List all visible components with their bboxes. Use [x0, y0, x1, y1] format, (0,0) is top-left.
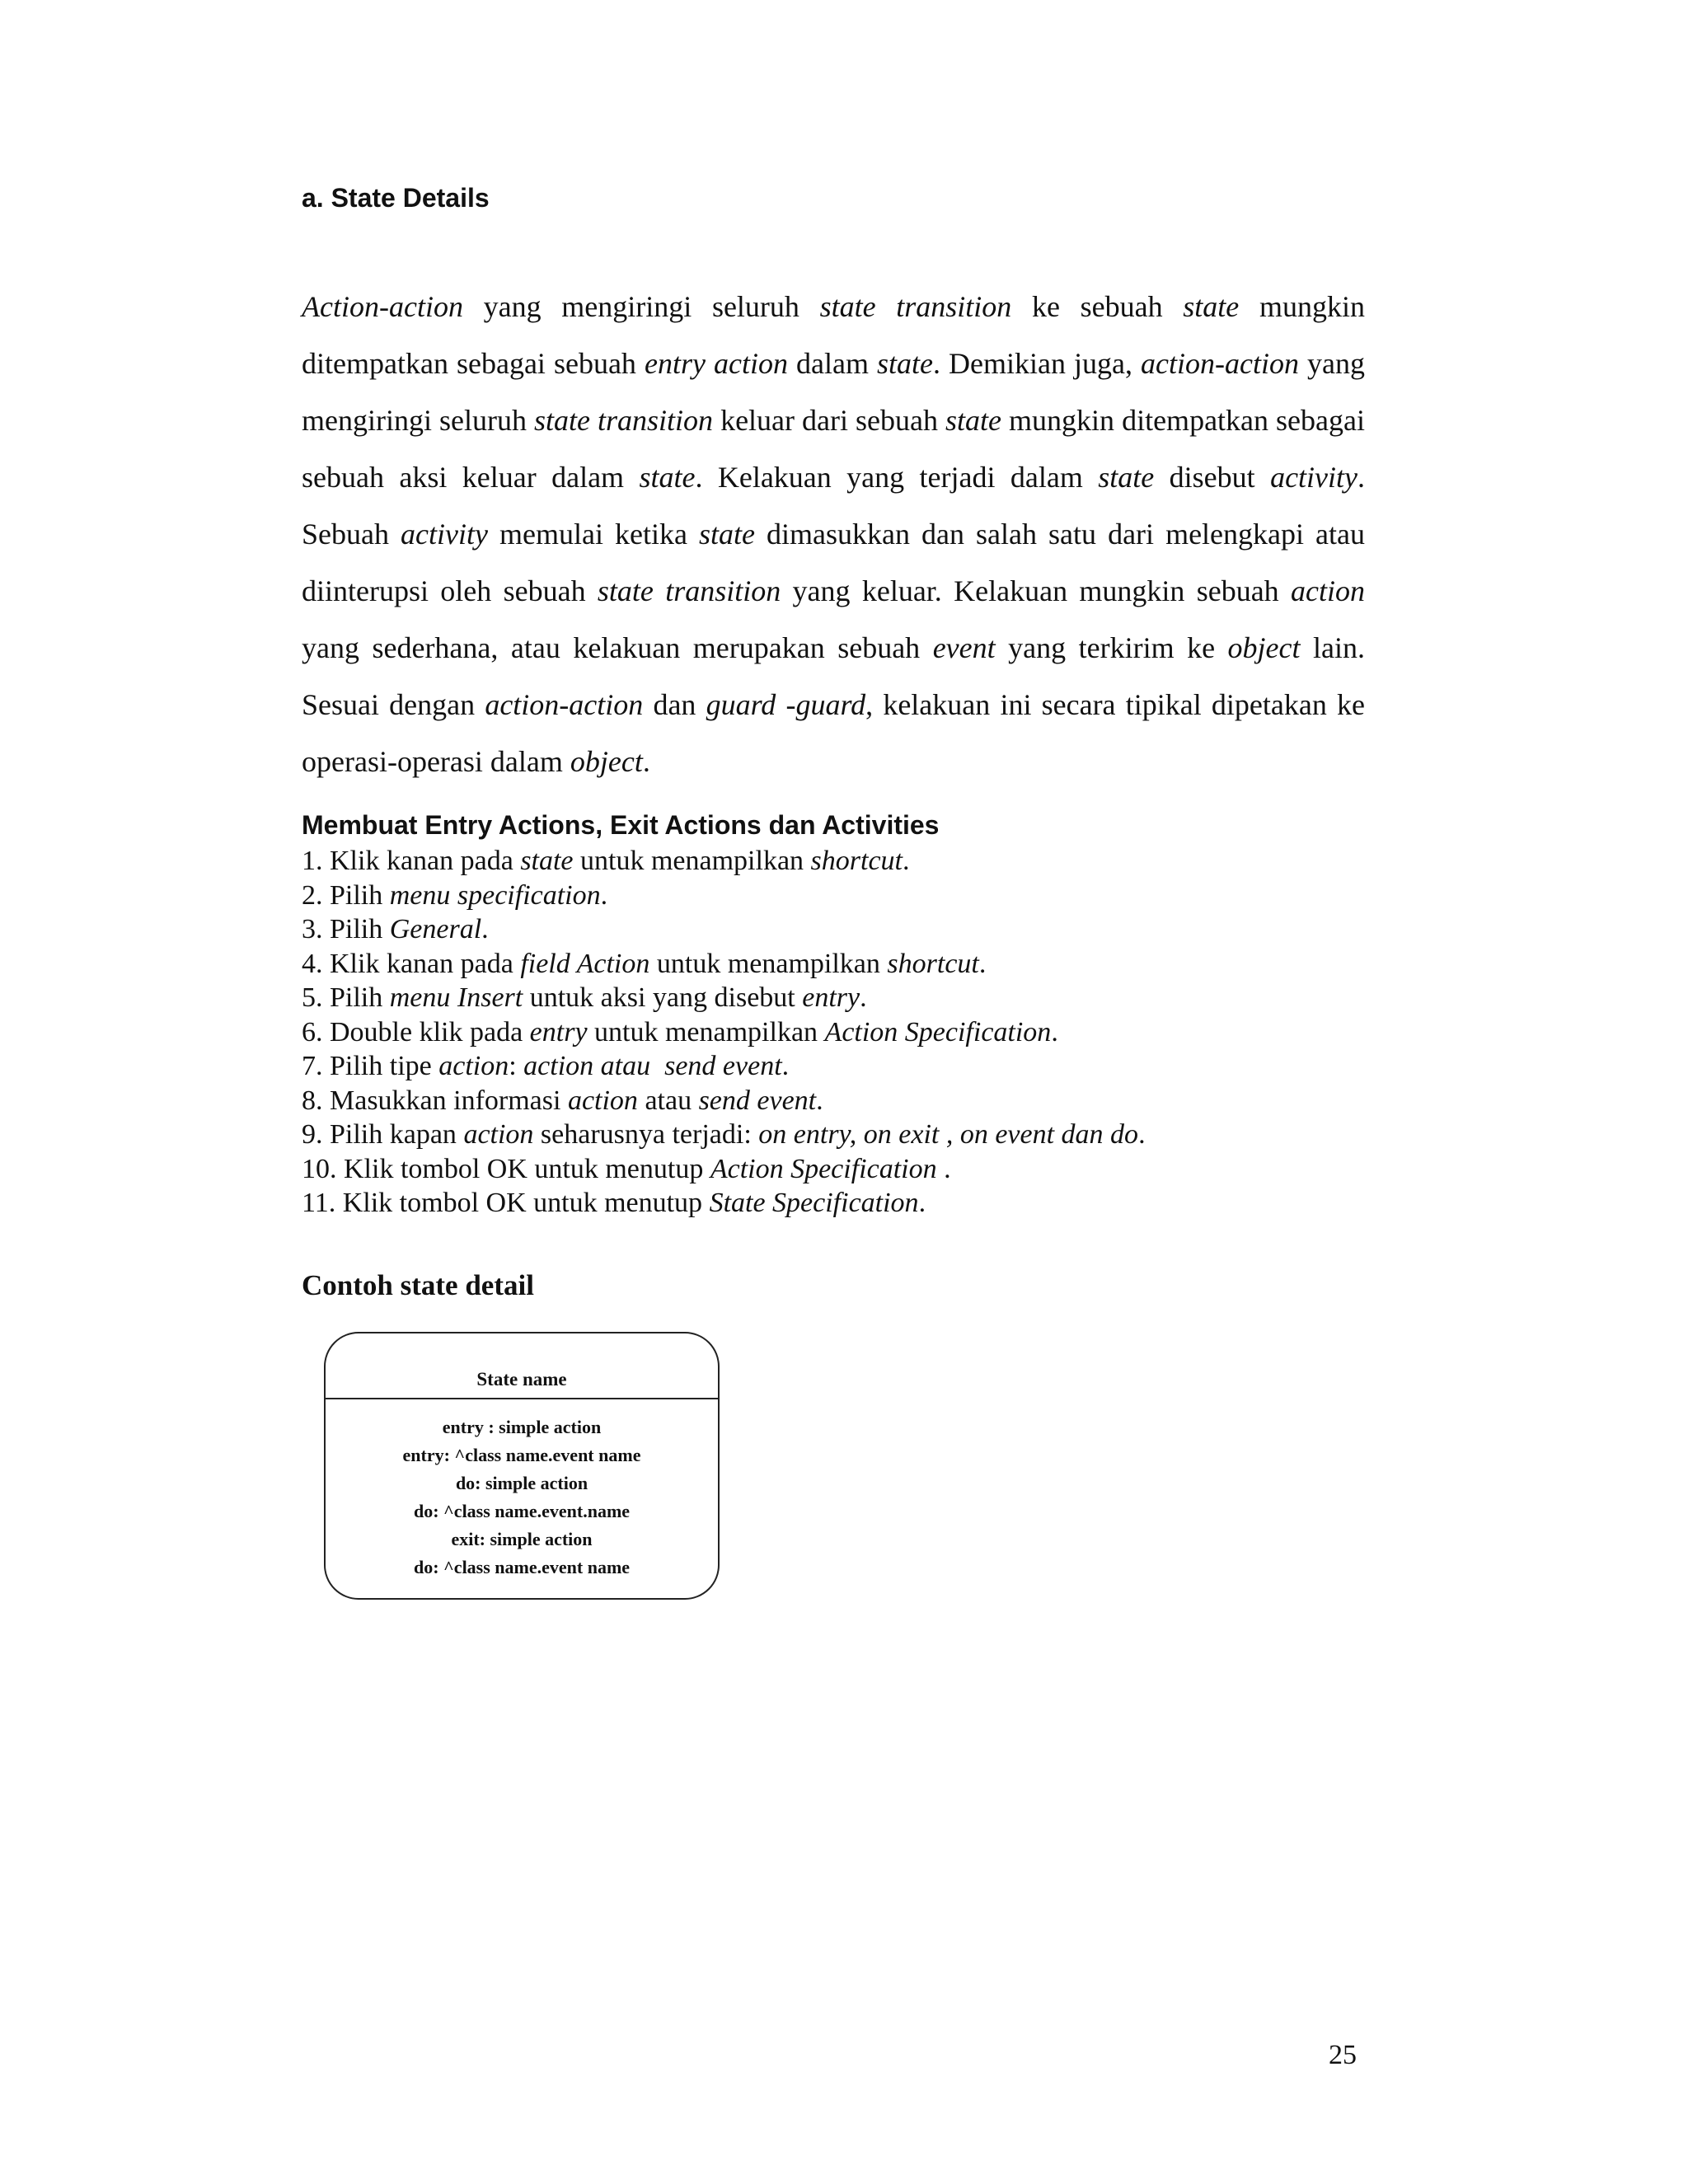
list-item	[302, 1015, 1146, 1050]
italic-text: state	[699, 518, 755, 551]
text-run: untuk menampilkan	[649, 948, 888, 979]
list-item	[302, 1084, 1146, 1118]
italic-text: action-action	[1141, 347, 1299, 380]
example-heading: Contoh state detail	[302, 1269, 534, 1301]
state-action: do: ^class name.event name	[413, 1557, 631, 1577]
text-run: .	[481, 914, 489, 944]
text-run: .	[600, 879, 608, 911]
list-item	[302, 1152, 1146, 1187]
text-run: yang terkirim ke	[995, 631, 1228, 664]
text-run: . Kelakuan yang terjadi dalam	[695, 461, 1099, 494]
text-run: lain. Sesuai dengan	[302, 631, 1365, 721]
italic-text: state transition	[597, 574, 781, 607]
italic-text: entry	[802, 982, 860, 1013]
text-run: untuk aksi yang disebut	[523, 982, 803, 1013]
text-run: yang sederhana, atau kelakuan merupakan sebuah	[302, 631, 933, 664]
body-paragraph	[302, 279, 1365, 790]
text-run: yang keluar. Kelakuan mungkin sebuah	[781, 574, 1291, 607]
italic-text: menu specification	[389, 879, 601, 911]
text-run: 10. Klik tombol OK untuk menutup	[302, 1153, 710, 1184]
italic-text: State Specification	[709, 1188, 919, 1218]
text-run: seharusnya terjadi:	[533, 1119, 759, 1150]
italic-text: action atau send event	[523, 1051, 782, 1081]
text-run: 11. Klik tombol OK untuk menutup	[302, 1188, 710, 1218]
text-run: .	[642, 745, 650, 778]
italic-text: state	[1098, 461, 1155, 494]
text-run: .	[903, 846, 910, 876]
state-action: do: ^class name.event.name	[413, 1501, 631, 1521]
list-item	[302, 947, 1146, 982]
text-run: 8. Masukkan informasi	[302, 1085, 568, 1116]
italic-text: action	[567, 1085, 638, 1116]
text-run: atau	[637, 1085, 699, 1116]
list-item	[302, 1049, 1146, 1084]
text-run: dimasukkan dan salah satu dari melengkapi atau diinterupsi oleh sebuah	[302, 518, 1365, 607]
italic-text: entry	[529, 1016, 588, 1047]
italic-text: activity	[1270, 461, 1358, 494]
italic-text: action	[463, 1119, 534, 1150]
italic-text: entry action	[644, 347, 788, 380]
text-run: untuk menampilkan	[587, 1016, 825, 1047]
text-run: .	[936, 1153, 951, 1184]
text-run: mungkin ditempatkan sebagai sebuah aksi keluar dalam	[302, 404, 1365, 494]
italic-text: shortcut	[810, 846, 903, 876]
italic-text: send event	[698, 1085, 817, 1116]
state-action: exit: simple action	[451, 1529, 593, 1549]
italic-text: action-action	[485, 688, 644, 721]
text-run: 9. Pilih kapan	[302, 1119, 464, 1150]
text-run: 2. Pilih	[302, 879, 390, 911]
text-run: keluar dari sebuah	[713, 404, 946, 437]
list-item	[302, 912, 1146, 947]
italic-text: on entry, on exit , on event dan do	[758, 1119, 1139, 1150]
text-run: ke sebuah	[1011, 290, 1184, 323]
text-run: 1. Klik kanan pada	[302, 846, 521, 876]
italic-text: state transition	[819, 290, 1012, 323]
state-action: entry: ^class name.event name	[402, 1445, 641, 1465]
italic-text: Action Specification	[710, 1153, 937, 1184]
text-run: disebut	[1154, 461, 1271, 494]
italic-text: state	[520, 846, 574, 876]
text-run: , kelakuan ini secara tipikal dipetakan ke operasi-operasi dalam	[302, 688, 1365, 778]
state-name: State name	[326, 1333, 718, 1399]
text-run: .	[1138, 1119, 1146, 1150]
state-action: entry : simple action	[442, 1417, 602, 1437]
section-heading: a. State Details	[302, 183, 490, 213]
italic-text: state transition	[534, 404, 714, 437]
list-item	[302, 981, 1146, 1015]
text-run: .	[978, 948, 987, 979]
italic-text: object	[1227, 631, 1301, 664]
text-run: .	[860, 982, 867, 1013]
text-run: 3. Pilih	[302, 914, 390, 944]
text-run: untuk menampilkan	[573, 846, 811, 876]
state-action: do: simple action	[455, 1473, 588, 1493]
italic-text: state	[876, 347, 933, 380]
italic-text: Action-action	[302, 290, 463, 323]
italic-text: state	[1183, 290, 1240, 323]
italic-text: action	[1291, 574, 1365, 607]
text-run: 4. Klik kanan pada	[302, 948, 521, 979]
text-run: 7. Pilih tipe	[302, 1051, 439, 1081]
italic-text: Action Specification	[824, 1016, 1052, 1047]
list-item	[302, 1118, 1146, 1152]
state-actions	[326, 1399, 718, 1582]
text-run: . Demikian juga,	[932, 347, 1142, 380]
text-run: 5. Pilih	[302, 982, 390, 1013]
italic-text: state	[945, 404, 1002, 437]
text-run: 6. Double klik pada	[302, 1016, 530, 1047]
italic-text: General	[389, 914, 482, 944]
text-run: .	[918, 1188, 926, 1218]
steps-heading: Membuat Entry Actions, Exit Actions dan Activities	[302, 810, 940, 840]
text-run: memulai ketika	[487, 518, 699, 551]
text-run: .	[1051, 1016, 1058, 1047]
text-run: :	[509, 1051, 524, 1081]
italic-text: field Action	[520, 948, 650, 979]
text-run: .	[781, 1051, 790, 1081]
text-run: mungkin ditempatkan sebagai sebuah	[302, 290, 1365, 380]
italic-text: menu Insert	[389, 982, 523, 1013]
page-number: 25	[1329, 2040, 1357, 2070]
text-run: yang mengiringi seluruh	[302, 347, 1365, 437]
list-item	[302, 879, 1146, 913]
text-run: dalam	[787, 347, 877, 380]
steps-list	[302, 844, 1146, 1221]
italic-text: shortcut	[887, 948, 979, 979]
text-run: .	[816, 1085, 823, 1116]
italic-text: action	[438, 1051, 509, 1081]
text-run: . Sebuah	[302, 461, 1366, 551]
text-run: yang mengiringi seluruh	[462, 290, 820, 323]
list-item	[302, 1186, 1146, 1221]
italic-text: object	[570, 745, 643, 778]
italic-text: activity	[401, 518, 488, 551]
state-diagram	[324, 1332, 720, 1600]
list-item	[302, 844, 1146, 879]
italic-text: event	[932, 631, 996, 664]
italic-text: state	[639, 461, 696, 494]
text-run: dan	[643, 688, 706, 721]
italic-text: guard -guard	[706, 688, 866, 721]
